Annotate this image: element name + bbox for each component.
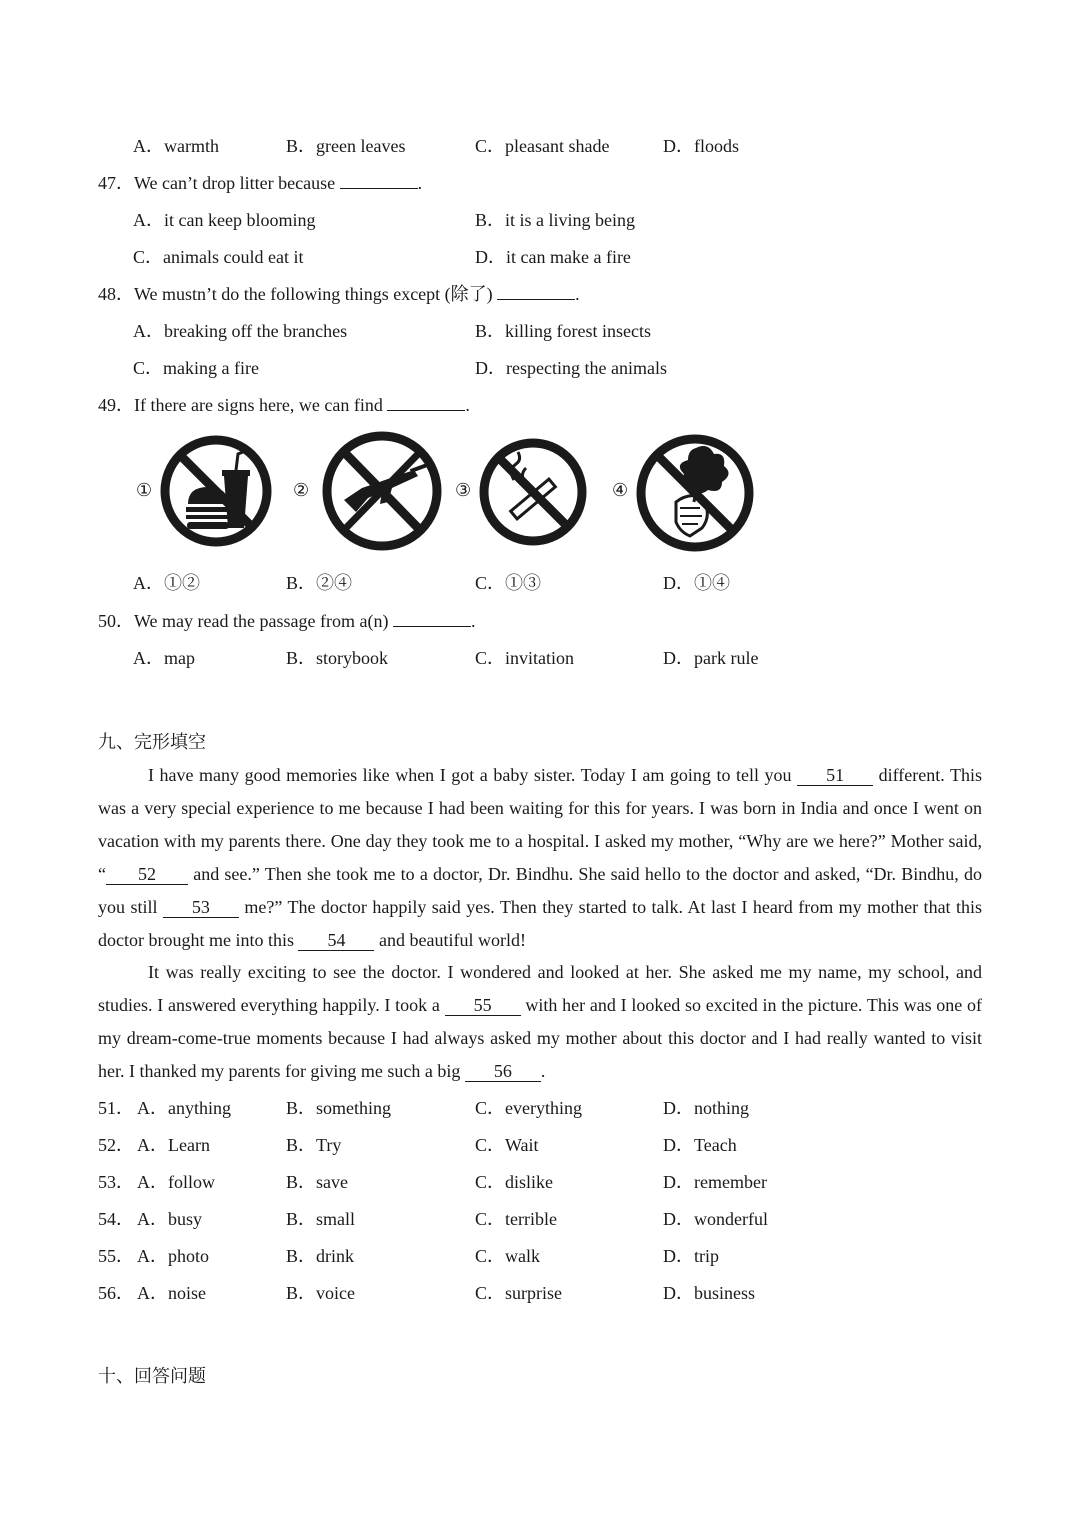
p1-text-4: me?” The doctor happily said yes. Then they started to talk. At last I heard from my mother that this doctor brought me into this	[98, 897, 983, 950]
q49-blank	[387, 396, 465, 411]
q48-option-d: D．respecting the animals	[475, 358, 667, 378]
p1-text-5: and beautiful world!	[378, 930, 526, 950]
q50-option-b: B．storybook	[286, 648, 389, 668]
q49-option-d: D．①④	[663, 573, 730, 593]
option-c: C．Wait	[475, 1135, 539, 1155]
q50-option-c: C．invitation	[475, 648, 574, 668]
q47-blank	[340, 174, 418, 189]
question-number: 55．	[98, 1246, 134, 1266]
option-b: B．voice	[286, 1283, 355, 1303]
q49-stem-text: 49．If there are signs here, we can find	[98, 395, 383, 415]
q47-stem-text: 47．We can’t drop litter because	[98, 173, 336, 193]
option-d: D．remember	[663, 1172, 767, 1192]
option-a: A．photo	[137, 1246, 209, 1266]
p2-text-1: It was really exciting to see the doctor. I wondered and looked at her. She asked me my name, my school, and studies. I answered everything happily. I took a	[98, 962, 982, 1015]
option-a: A．busy	[137, 1209, 203, 1229]
blank-51: 51	[797, 765, 873, 786]
q46-option-c: C．pleasant shade	[475, 136, 610, 156]
q47-option-d: D．it can make a fire	[475, 247, 631, 267]
q50-end: .	[470, 611, 476, 631]
q49-option-b: B．②④	[286, 573, 353, 593]
blank-54: 54	[298, 930, 374, 951]
q48-end: .	[575, 284, 580, 304]
q50-option-a: A．map	[133, 648, 195, 668]
q46-option-a: A．warmth	[133, 136, 219, 156]
q48-stem	[98, 280, 580, 306]
no-smoking-icon	[478, 436, 588, 548]
question-number: 51．	[98, 1098, 134, 1118]
option-c: C．surprise	[475, 1283, 562, 1303]
q50-stem-text: 50．We may read the passage from a(n)	[98, 611, 389, 631]
section-9-title: 九、完形填空	[98, 732, 206, 753]
option-d: D．nothing	[663, 1098, 750, 1118]
option-b: B．drink	[286, 1246, 355, 1266]
option-a: A．noise	[137, 1283, 206, 1303]
q47-option-b: B．it is a living being	[475, 210, 635, 230]
no-food-drink-icon	[160, 432, 272, 550]
q47-end: .	[417, 173, 423, 193]
q47-stem	[98, 169, 422, 195]
sign-3-number: ③	[455, 480, 472, 501]
sign-2-number: ②	[293, 480, 310, 501]
q46-option-b: B．green leaves	[286, 136, 406, 156]
option-d: D．trip	[663, 1246, 719, 1266]
section-10-title: 十、回答问题	[98, 1366, 206, 1387]
p1-text-1: I have many good memories like when I got a baby sister. Today I am going to tell you	[148, 765, 792, 785]
option-b: B．Try	[286, 1135, 342, 1155]
q49-option-c: C．①③	[475, 573, 542, 593]
blank-56: 56	[465, 1061, 541, 1082]
blank-53: 53	[163, 897, 239, 918]
q48-option-a: A．breaking off the branches	[133, 321, 348, 341]
q48-option-c: C．making a fire	[133, 358, 259, 378]
sign-1-number: ①	[136, 480, 153, 501]
q48-option-b: B．killing forest insects	[475, 321, 651, 341]
option-c: C．dislike	[475, 1172, 554, 1192]
sign-4-number: ④	[612, 480, 629, 501]
q50-option-d: D．park rule	[663, 648, 759, 668]
option-b: B．save	[286, 1172, 348, 1192]
no-weapons-icon	[322, 430, 442, 552]
option-c: C．terrible	[475, 1209, 557, 1229]
question-number: 53．	[98, 1172, 134, 1192]
q48-stem-text: 48．We mustn’t do the following things except (除了)	[98, 284, 493, 304]
q48-blank	[497, 285, 575, 300]
q47-option-a: A．it can keep blooming	[133, 210, 316, 230]
option-b: B．small	[286, 1209, 356, 1229]
q50-blank	[393, 612, 471, 627]
option-d: D．business	[663, 1283, 756, 1303]
option-c: C．walk	[475, 1246, 540, 1266]
p1-text-2: different. This was a very special experience to me because I had been waiting for this for years. I was born in India and once I went on vacation with my parents there. One day they took me to a hospital. I asked my mother, “Why are we here?” Mother said, “	[98, 765, 982, 884]
p2-text-2: with her and I looked so excited in the picture. This was one of my dream-come-true moments because I had always asked my mother about this doctor and I had really wanted to visit her. I thanked my parents for giving me such a big	[98, 995, 983, 1081]
q46-option-d: D．floods	[663, 136, 739, 156]
option-c: C．everything	[475, 1098, 582, 1118]
option-a: A．Learn	[137, 1135, 210, 1155]
q49-end: .	[465, 395, 470, 415]
question-number: 52．	[98, 1135, 134, 1155]
q49-option-a: A．①②	[133, 573, 200, 593]
question-number: 56．	[98, 1283, 134, 1303]
q47-option-c: C．animals could eat it	[133, 247, 304, 267]
option-d: D．Teach	[663, 1135, 737, 1155]
question-number: 54．	[98, 1209, 134, 1229]
option-d: D．wonderful	[663, 1209, 768, 1229]
cloze-paragraph-1	[98, 759, 982, 957]
option-a: A．anything	[137, 1098, 231, 1118]
option-b: B．something	[286, 1098, 392, 1118]
no-picking-flowers-icon	[636, 432, 754, 554]
cloze-paragraph-2	[98, 956, 982, 1088]
q49-stem	[98, 391, 470, 417]
blank-55: 55	[445, 995, 521, 1016]
p2-text-3: .	[540, 1061, 546, 1081]
option-a: A．follow	[137, 1172, 215, 1192]
p1-text-3: and see.” Then she took me to a doctor, Dr. Bindhu. She said hello to the doctor and asked, “Dr. Bindhu, do you still	[98, 864, 982, 917]
q50-stem	[98, 607, 475, 633]
blank-52: 52	[106, 864, 188, 885]
